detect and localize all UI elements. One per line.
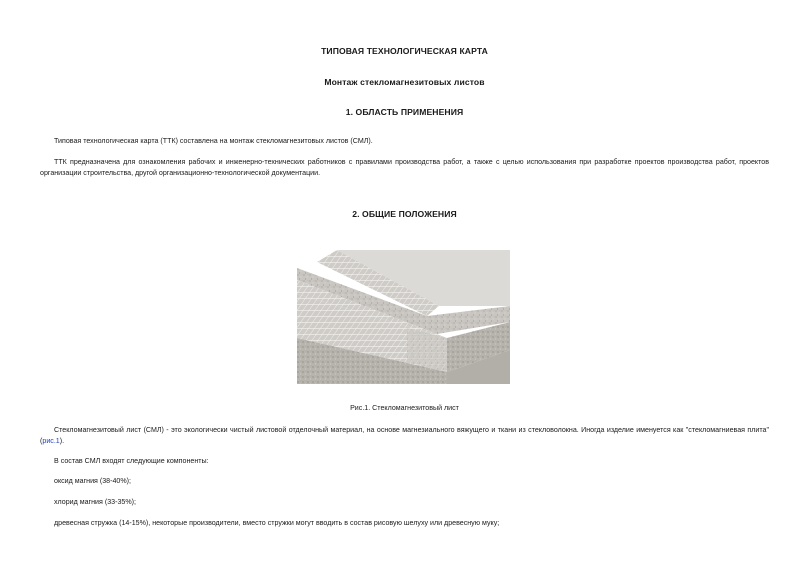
paragraph-components-intro: В состав СМЛ входят следующие компоненты:	[54, 457, 209, 465]
sml-definition-text: Стекломагнезитовый лист (СМЛ) - это экологически чистый листовой отделочный материал, на основе магнезиального вяжущего и ткани из стекловолокна. Иногда изделие именуется как "стекломагниевая плита" (	[40, 426, 769, 445]
paragraph-ttk-intro: Типовая технологическая карта (ТТК) составлена на монтаж стекломагнезитовых листов (СМЛ).	[54, 137, 373, 145]
sml-sheet-image	[297, 250, 510, 384]
list-item-magnesium-oxide: оксид магния (38-40%);	[54, 477, 131, 485]
list-item-magnesium-chloride: хлорид магния (33-35%);	[54, 498, 136, 506]
figure-caption: Рис.1. Стекломагнезитовый лист	[350, 404, 459, 412]
document-title: ТИПОВАЯ ТЕХНОЛОГИЧЕСКАЯ КАРТА	[321, 46, 488, 56]
document-page	[40, 0, 769, 571]
sml-sheet-figure	[297, 250, 510, 384]
paragraph-ttk-purpose: ТТК предназначена для ознакомления рабочих и инженерно-технических работников с правилами производства работ, а также с целью использования при разработке проектов производства работ, проектов организации строительства, другой организационно-технологической документации.	[40, 158, 769, 177]
document-subtitle: Монтаж стекломагнезитовых листов	[324, 77, 485, 87]
sml-definition-end: ).	[59, 437, 65, 445]
paragraph-sml-definition	[40, 425, 769, 447]
figure-link[interactable]: рис.1	[42, 437, 60, 445]
section-heading-scope: 1. ОБЛАСТЬ ПРИМЕНЕНИЯ	[345, 107, 464, 117]
list-item-wood-shavings: древесная стружка (14-15%), некоторые производители, вместо стружки могут вводить в состав рисовую шелуху или древесную муку;	[54, 519, 500, 527]
section-heading-general: 2. ОБЩИЕ ПОЛОЖЕНИЯ	[352, 209, 457, 219]
